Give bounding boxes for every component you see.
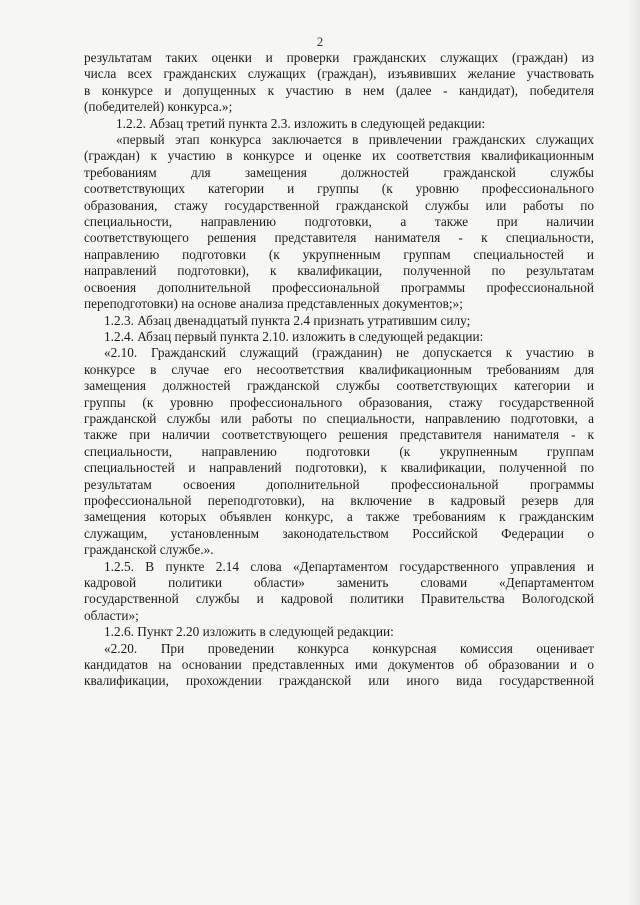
text-line: 1.2.6. Пункт 2.20 изложить в следующей редакции:: [104, 624, 394, 640]
text-line: специальности, направлению подготовки, а также при наличии: [84, 214, 594, 230]
text-line: результатам таких оценки и проверки гражданских служащих (граждан) из: [84, 50, 594, 65]
text-line: также при наличии соответствующего решения представителя нанимателя - к: [84, 427, 594, 443]
text-line: кандидатов на основании представленных ими документов об образовании и о: [84, 657, 594, 673]
text-line: замещения которых объявлен конкурс, а также требованиям к гражданским: [84, 509, 594, 525]
text-line: гражданской службы или работы по специальности, направлению подготовки, а: [84, 410, 594, 426]
text-line: 1.2.4. Абзац первый пункта 2.10. изложить в следующей редакции:: [104, 328, 484, 344]
page-number: 2: [316, 34, 324, 49]
text-line: переподготовки) на основе анализа представленных документов;»;: [84, 296, 463, 312]
text-line: «2.20. При проведении конкурса конкурсная комиссия оценивает: [104, 640, 594, 656]
scan-edge-shadow: [626, 0, 640, 905]
text-line: соответствующих категории и группы (к уровню профессионального: [84, 181, 594, 197]
text-line: требованиям для замещения должностей гражданской службы: [84, 164, 594, 180]
text-line: области»;: [84, 607, 139, 623]
text-line: 1.2.3. Абзац двенадцатый пункта 2.4 признать утратившим силу;: [104, 312, 471, 328]
text-line: служащим, установленным законодательством Российской Федерации о: [84, 525, 594, 541]
text-line: группы (к уровню профессионального образования, стажу государственной: [84, 394, 594, 410]
text-line: гражданской службе.».: [84, 542, 214, 558]
text-line: числа всех гражданских служащих (граждан), изъявивших желание участвовать: [84, 66, 594, 82]
text-line: направлению подготовки (к укрупненным группам специальностей и: [84, 246, 594, 262]
text-line: результатам освоения дополнительной профессиональной программы: [84, 476, 594, 492]
text-line: квалификации, прохождении гражданской или иного вида государственной: [84, 673, 594, 689]
text-line: (победителей) конкурса.»;: [84, 99, 233, 115]
text-line: «2.10. Гражданский служащий (гражданин) не допускается к участию в: [104, 345, 594, 361]
text-line: специальностей и направлений подготовки), к квалификации, полученной по: [84, 460, 594, 476]
text-line: «первый этап конкурса заключается в привлечении гражданских служащих: [116, 132, 594, 148]
text-line: государственной службы и кадровой политики Правительства Вологодской: [84, 591, 594, 607]
text-line: замещения должностей гражданской службы соответствующих категории и: [84, 378, 594, 394]
text-line: в конкурсе и допущенных к участию в нем (далее - кандидат), победителя: [84, 82, 594, 98]
text-line: (граждан) к участию в конкурсе и оценке их соответствия квалификационным: [84, 148, 594, 164]
text-line: соответствующего решения представителя нанимателя - к специальности,: [84, 230, 594, 246]
document-body: [84, 50, 594, 690]
text-line: направлений подготовки), к квалификации, полученной по результатам: [84, 263, 594, 279]
text-line: конкурсе в случае его несоответствия квалификационным требованиям для: [84, 361, 594, 377]
text-line: образования, стажу государственной гражданской службы или работы по: [84, 197, 594, 213]
text-line: профессиональной переподготовки), на включение в кадровый резерв для: [84, 492, 594, 508]
text-line: кадровой политики области» заменить словами «Департаментом: [84, 575, 594, 590]
text-line: 1.2.5. В пункте 2.14 слова «Департаментом государственного управления и: [104, 558, 594, 574]
text-line: специальности, направлению подготовки (к укрупненным группам: [84, 443, 594, 459]
text-line: 1.2.2. Абзац третий пункта 2.3. изложить в следующей редакции:: [116, 115, 486, 131]
text-line: освоения дополнительной профессиональной программы профессиональной: [84, 279, 594, 295]
